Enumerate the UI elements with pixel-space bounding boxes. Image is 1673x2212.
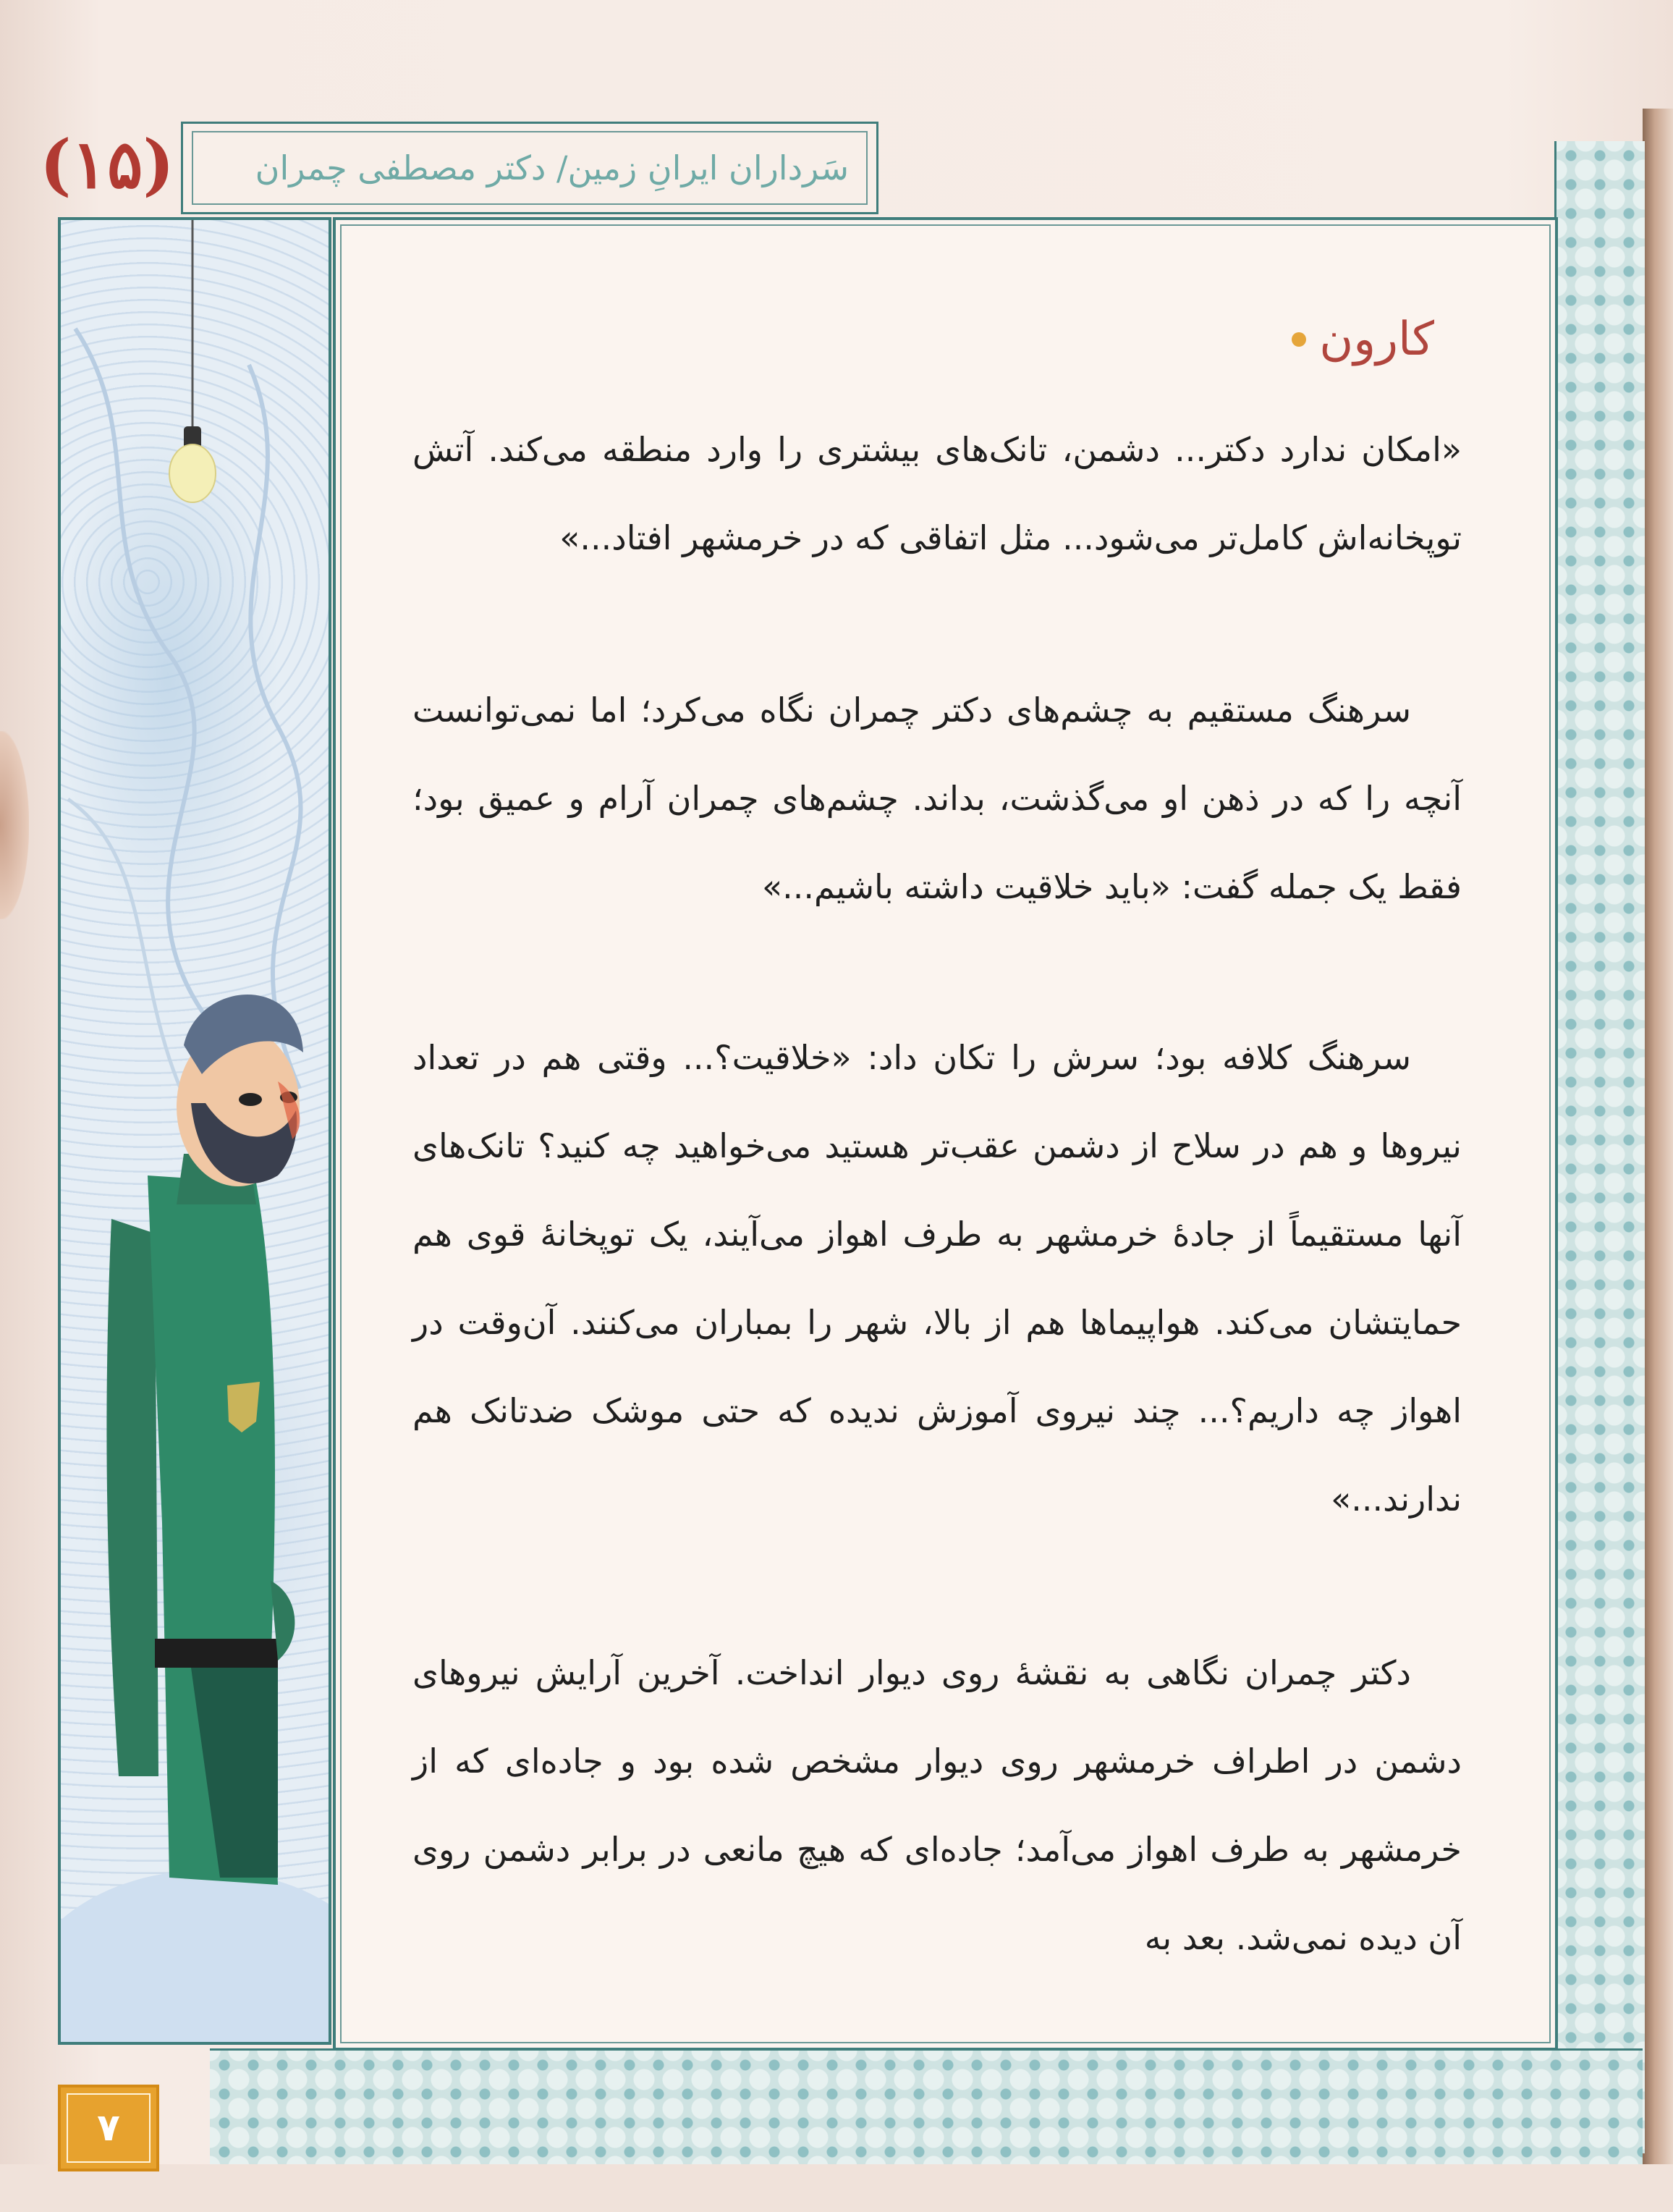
page-bottom-margin <box>0 2164 1673 2212</box>
light-bulb-icon <box>169 444 216 502</box>
section-heading <box>1292 313 1434 366</box>
page-number-badge <box>58 2085 159 2171</box>
header-inner-frame <box>192 131 868 205</box>
paragraph-3 <box>412 1013 1462 1543</box>
header-frame <box>181 122 878 214</box>
page-edge <box>1643 109 1673 2212</box>
ground-cloud <box>61 1870 329 2042</box>
thumb <box>0 731 29 919</box>
paragraph-text: «امکان ندارد دکتر... دشمن، تانک‌های بیشتری را وارد منطقه می‌کند. آتش توپخانه‌اش کامل‌تر می‌شود... مثل اتفاقی که در خرمشهر افتاد...» <box>412 430 1462 557</box>
paragraph-2 <box>412 666 1462 931</box>
section-title: کارون <box>1319 313 1434 366</box>
belt <box>155 1639 278 1668</box>
paragraph-text: سرهنگ کلافه بود؛ سرش را تکان داد: «خلاقیت؟... وقتی هم در تعداد نیروها و هم در سلاح از دشمن عقب‌تر هستید می‌خواهید چه کنید؟ تانک‌های آنها مستقیماً از جادهٔ خرمشهر به طرف اهواز می‌آیند، یک توپخانهٔ قوی هم حمایتشان می‌کند. هواپیماها هم از بالا، شهر را بمباران می‌کنند. آن‌وقت در اهواز چه داریم؟... چند نیروی آموزش ندیده که حتی موشک ضدتانک هم ندارند...» <box>412 1038 1462 1519</box>
decorative-pattern-bottom <box>210 2048 1643 2166</box>
page-number: ۷ <box>97 2106 120 2150</box>
illustration-panel <box>58 217 331 2045</box>
chapter-number: (۱۵) <box>40 125 174 203</box>
soldier-illustration <box>61 220 329 2042</box>
decorative-pattern-right <box>1554 141 1645 2153</box>
bullet-dot-icon <box>1292 332 1306 347</box>
paragraph-text: دکتر چمران نگاهی به نقشهٔ روی دیوار انداخت. آخرین آرایش نیروهای دشمن در اطراف خرمشهر روی دیوار مشخص شده بود و جاده‌ای که از خرمشهر به طرف اهواز می‌آمد؛ جاده‌ای که هیچ مانعی در برابر دشمن روی آن دیده نمی‌شد. بعد به <box>412 1653 1462 1957</box>
paragraph-text: سرهنگ مستقیم به چشم‌های دکتر چمران نگاه می‌کرد؛ اما نمی‌توانست آنچه را که در ذهن او می‌گذشت، بداند. چشم‌های چمران آرام و عمیق بود؛ فقط یک جمله گفت: «باید خلاقیت داشته باشیم...» <box>412 691 1462 906</box>
paragraph-1 <box>412 405 1462 582</box>
series-title: سَرداران ایرانِ زمین/ دکتر مصطفی چمران <box>255 148 849 187</box>
paragraph-4 <box>412 1629 1462 1982</box>
